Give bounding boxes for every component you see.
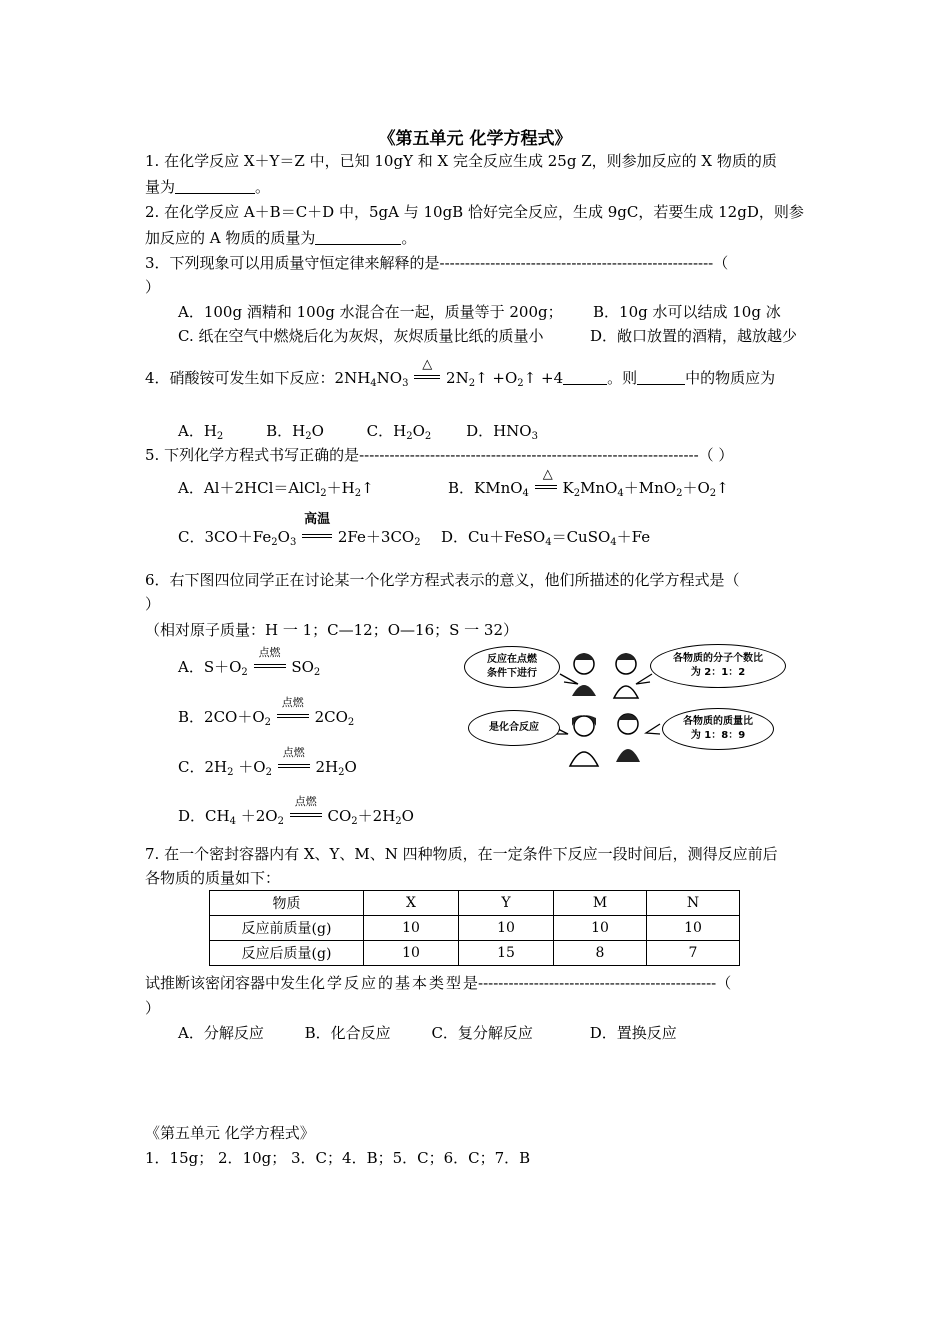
- question-1: 1. 在化学反应 X＋Y＝Z 中，已知 10gY 和 X 完全反应生成 25g Z，则参加反应的 X 物质的质: [145, 152, 777, 170]
- question-5-option-b: B．KMnO$_4$ △ $K_2MnO_4+MnO_2+O_2↑$: [448, 467, 729, 499]
- question-7-cont: 各物质的质量如下：: [145, 869, 281, 887]
- question-5-option-d: D．Cu＋FeSO$_4$＝CuSO$_4$＋Fe: [441, 528, 651, 548]
- table-header: N: [647, 891, 740, 916]
- table-cell: 8: [554, 941, 647, 966]
- reaction-condition-high-temp: 高温: [302, 527, 332, 547]
- table-cell: 10: [554, 916, 647, 941]
- table-cell: 7: [647, 941, 740, 966]
- table-cell: 10: [647, 916, 740, 941]
- table-cell: 10: [459, 916, 554, 941]
- answer-blank[interactable]: [175, 179, 255, 194]
- reaction-condition-heat: △: [414, 368, 440, 388]
- reaction-condition-ignite: 点燃: [254, 657, 286, 677]
- speech-bubble-molecule-ratio: 各物质的分子个数比 为 2：1：2: [650, 644, 786, 688]
- question-5-option-c: C．$3CO+Fe_2O_3$ 高温 $2Fe+3CO_2$: [178, 512, 421, 548]
- relative-atomic-masses: （相对原子质量：H 一 1；C—12；O—16；S 一 32）: [145, 621, 519, 639]
- answer-blank[interactable]: [563, 370, 607, 385]
- question-2-cont: 加反应的 A 物质的质量为 。: [145, 229, 417, 247]
- table-header-row: [210, 891, 740, 916]
- table-row: [210, 941, 740, 966]
- question-4-options: A．$H_2$ B．$H_2O$ C．$H_2O_2$ D．$HNO_3$: [178, 422, 538, 442]
- table-header: X: [364, 891, 459, 916]
- question-6-option-d: D．$CH_4 +2O_2$ 点燃 $CO_2+2H_2O$: [178, 795, 414, 827]
- table-cell: 15: [459, 941, 554, 966]
- question-7-prompt: 试推断该密闭容器中发生化学反应的基本类型是-----------------------------------------------（: [145, 974, 732, 992]
- table-cell: 10: [364, 941, 459, 966]
- question-6: 6．右下图四位同学正在讨论某一个化学方程式表示的意义，他们所描述的化学方程式是（: [145, 571, 740, 589]
- question-6-option-c: C．$2H_2 +O_2$ 点燃 $2H_2O$: [178, 746, 357, 778]
- question-7: 7. 在一个密封容器内有 X、Y、M、N 四种物质，在一定条件下反应一段时间后，测得反应前后: [145, 845, 778, 863]
- table-cell: 10: [364, 916, 459, 941]
- answer-blank[interactable]: [315, 230, 401, 245]
- question-7-options: A．分解反应 B．化合反应 C．复分解反应 D．置换反应: [178, 1024, 677, 1042]
- question-3-option-c: C. 纸在空气中燃烧后化为灰烬，灰烬质量比纸的质量小: [178, 327, 544, 345]
- question-3-option-b: B．10g 水可以结成 10g 冰: [593, 303, 781, 321]
- answer-blank[interactable]: [637, 370, 685, 385]
- mass-table: [209, 890, 740, 966]
- question-7-paren: ）: [145, 999, 161, 1017]
- question-6-option-b: B．$2CO+O_2$ 点燃 $2CO_2$: [178, 696, 355, 728]
- question-2: 2. 在化学反应 A＋B＝C＋D 中，5gA 与 10gB 恰好完全反应，生成 9gC，若要生成 12gD，则参: [145, 203, 804, 221]
- question-6-option-a: A．$S+O_2$ 点燃 $SO_2$: [178, 646, 321, 678]
- question-3-option-a: A．100g 酒精和 100g 水混合在一起，质量等于 200g；: [178, 303, 563, 321]
- question-6-paren: ）: [145, 595, 161, 613]
- question-1-cont: 量为 。: [145, 178, 271, 196]
- reaction-condition-ignite: 点燃: [278, 757, 310, 777]
- table-cell: 反应前质量(g): [210, 916, 364, 941]
- speech-bubble-combination: 是化合反应: [468, 710, 560, 746]
- question-5: 5. 下列化学方程式书写正确的是-------------------------------------------------------------------（ ）: [145, 446, 734, 464]
- question-5-option-a: A．$Al+2HCl=AlCl_2+H_2↑$: [178, 479, 374, 499]
- table-header: 物质: [210, 891, 364, 916]
- question-3: 3．下列现象可以用质量守恒定律来解释的是------------------------------------------------------（: [145, 254, 729, 272]
- answers-text: 1．15g； 2．10g； 3．C；4．B；5．C；6．C；7．B: [145, 1149, 531, 1167]
- question-3-paren: ）: [145, 278, 161, 296]
- question-3-option-d: D．敞口放置的酒精，越放越少: [590, 327, 798, 345]
- speech-bubble-mass-ratio: 各物质的质量比 为 1：8：9: [662, 708, 774, 750]
- reaction-condition-ignite: 点燃: [290, 806, 322, 826]
- table-cell: 反应后质量(g): [210, 941, 364, 966]
- speech-bubble-ignition: 反应在点燃 条件下进行: [464, 646, 560, 688]
- table-row: [210, 916, 740, 941]
- discussion-illustration: [460, 638, 790, 773]
- answers-title: 《第五单元 化学方程式》: [145, 1124, 315, 1142]
- reaction-condition-heat: △: [535, 478, 557, 498]
- table-header: Y: [459, 891, 554, 916]
- question-4: 4．硝酸铵可发生如下反应：$2NH_4NO_3$ △ $2N_2↑$ $+O_2↑ +4$ 。则 中的物质应为: [145, 357, 776, 389]
- reaction-condition-ignite: 点燃: [277, 707, 309, 727]
- page-title: 《第五单元 化学方程式》: [378, 129, 572, 149]
- table-header: M: [554, 891, 647, 916]
